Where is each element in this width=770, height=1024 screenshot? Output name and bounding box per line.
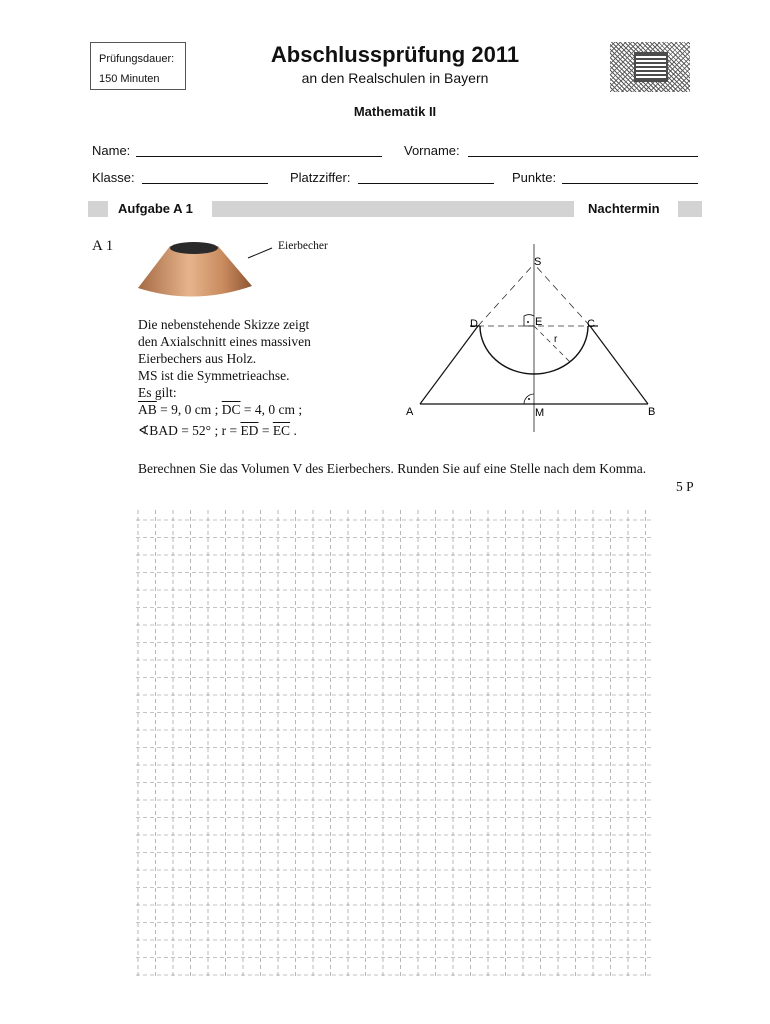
task-heading: Aufgabe A 1: [118, 201, 193, 216]
point-b-label: B: [648, 406, 656, 418]
end-mark: .: [290, 423, 297, 438]
task-number: A 1: [92, 238, 114, 254]
platzziffer-field[interactable]: [358, 171, 494, 184]
given-lengths: [138, 401, 358, 418]
description-line: MS ist die Symmetrieachse.: [138, 368, 290, 383]
name-field[interactable]: [136, 144, 382, 157]
duration-label: Prüfungsdauer:: [99, 53, 175, 65]
description-line: Eierbechers aus Holz.: [138, 351, 257, 366]
given-angle-radius: [138, 422, 358, 439]
axial-section-diagram: [400, 236, 670, 436]
banner-bar-right: [678, 201, 702, 217]
klasse-field[interactable]: [142, 171, 268, 184]
page-title: Abschlussprüfung 2011: [270, 42, 520, 67]
session-label: Nachtermin: [588, 201, 660, 216]
state-emblem-icon: [610, 42, 690, 92]
point-a-label: A: [406, 406, 414, 418]
segment-ed: $\overline{ED}$: [240, 423, 259, 438]
task-question: Berechnen Sie das Volumen V des Eierbechers. Runden Sie auf eine Stelle nach dem Komma.: [138, 461, 647, 476]
platzziffer-label: Platzziffer:: [290, 170, 351, 185]
task-points: 5 P: [676, 479, 694, 494]
punkte-label: Punkte:: [512, 170, 557, 185]
vorname-field[interactable]: [468, 144, 698, 157]
egg-cup-label: Eierbecher: [278, 240, 328, 252]
equals-sign: =: [258, 423, 273, 438]
banner-bar-middle: [212, 201, 574, 217]
klasse-label: Klasse:: [92, 170, 135, 185]
segment-ec: $\overline{EC}$: [272, 423, 291, 438]
segment-dc: $\overline{DC}$: [221, 402, 241, 417]
subject-title: Mathematik II: [353, 104, 437, 119]
point-e-label: E: [535, 316, 543, 328]
point-m-label: M: [535, 407, 545, 419]
vorname-label: Vorname:: [404, 143, 460, 158]
radius-label: r: [554, 334, 558, 345]
point-d-label: D: [470, 318, 478, 330]
duration-value: 150 Minuten: [99, 73, 160, 85]
task-description: [138, 316, 358, 439]
description-line: Es gilt:: [138, 385, 177, 400]
dc-value: = 4, 0 cm ;: [240, 402, 303, 417]
description-line: Die nebenstehende Skizze zeigt: [138, 317, 310, 332]
description-line: den Axialschnitt eines massiven: [138, 334, 311, 349]
angle-value: ∢BAD = 52° ; r =: [138, 423, 241, 438]
punkte-field[interactable]: [562, 171, 698, 184]
point-s-label: S: [534, 256, 542, 268]
page-subtitle: an den Realschulen in Bayern: [301, 70, 489, 86]
segment-ab: $\overline{AB}$: [138, 402, 157, 417]
duration-box: [90, 42, 186, 90]
answer-grid[interactable]: [136, 510, 652, 976]
banner-bar-left: [88, 201, 108, 217]
egg-cup-top-icon: [170, 242, 218, 254]
point-c-label: C: [587, 318, 595, 330]
ab-value: = 9, 0 cm ;: [156, 402, 222, 417]
name-label: Name:: [92, 143, 131, 158]
